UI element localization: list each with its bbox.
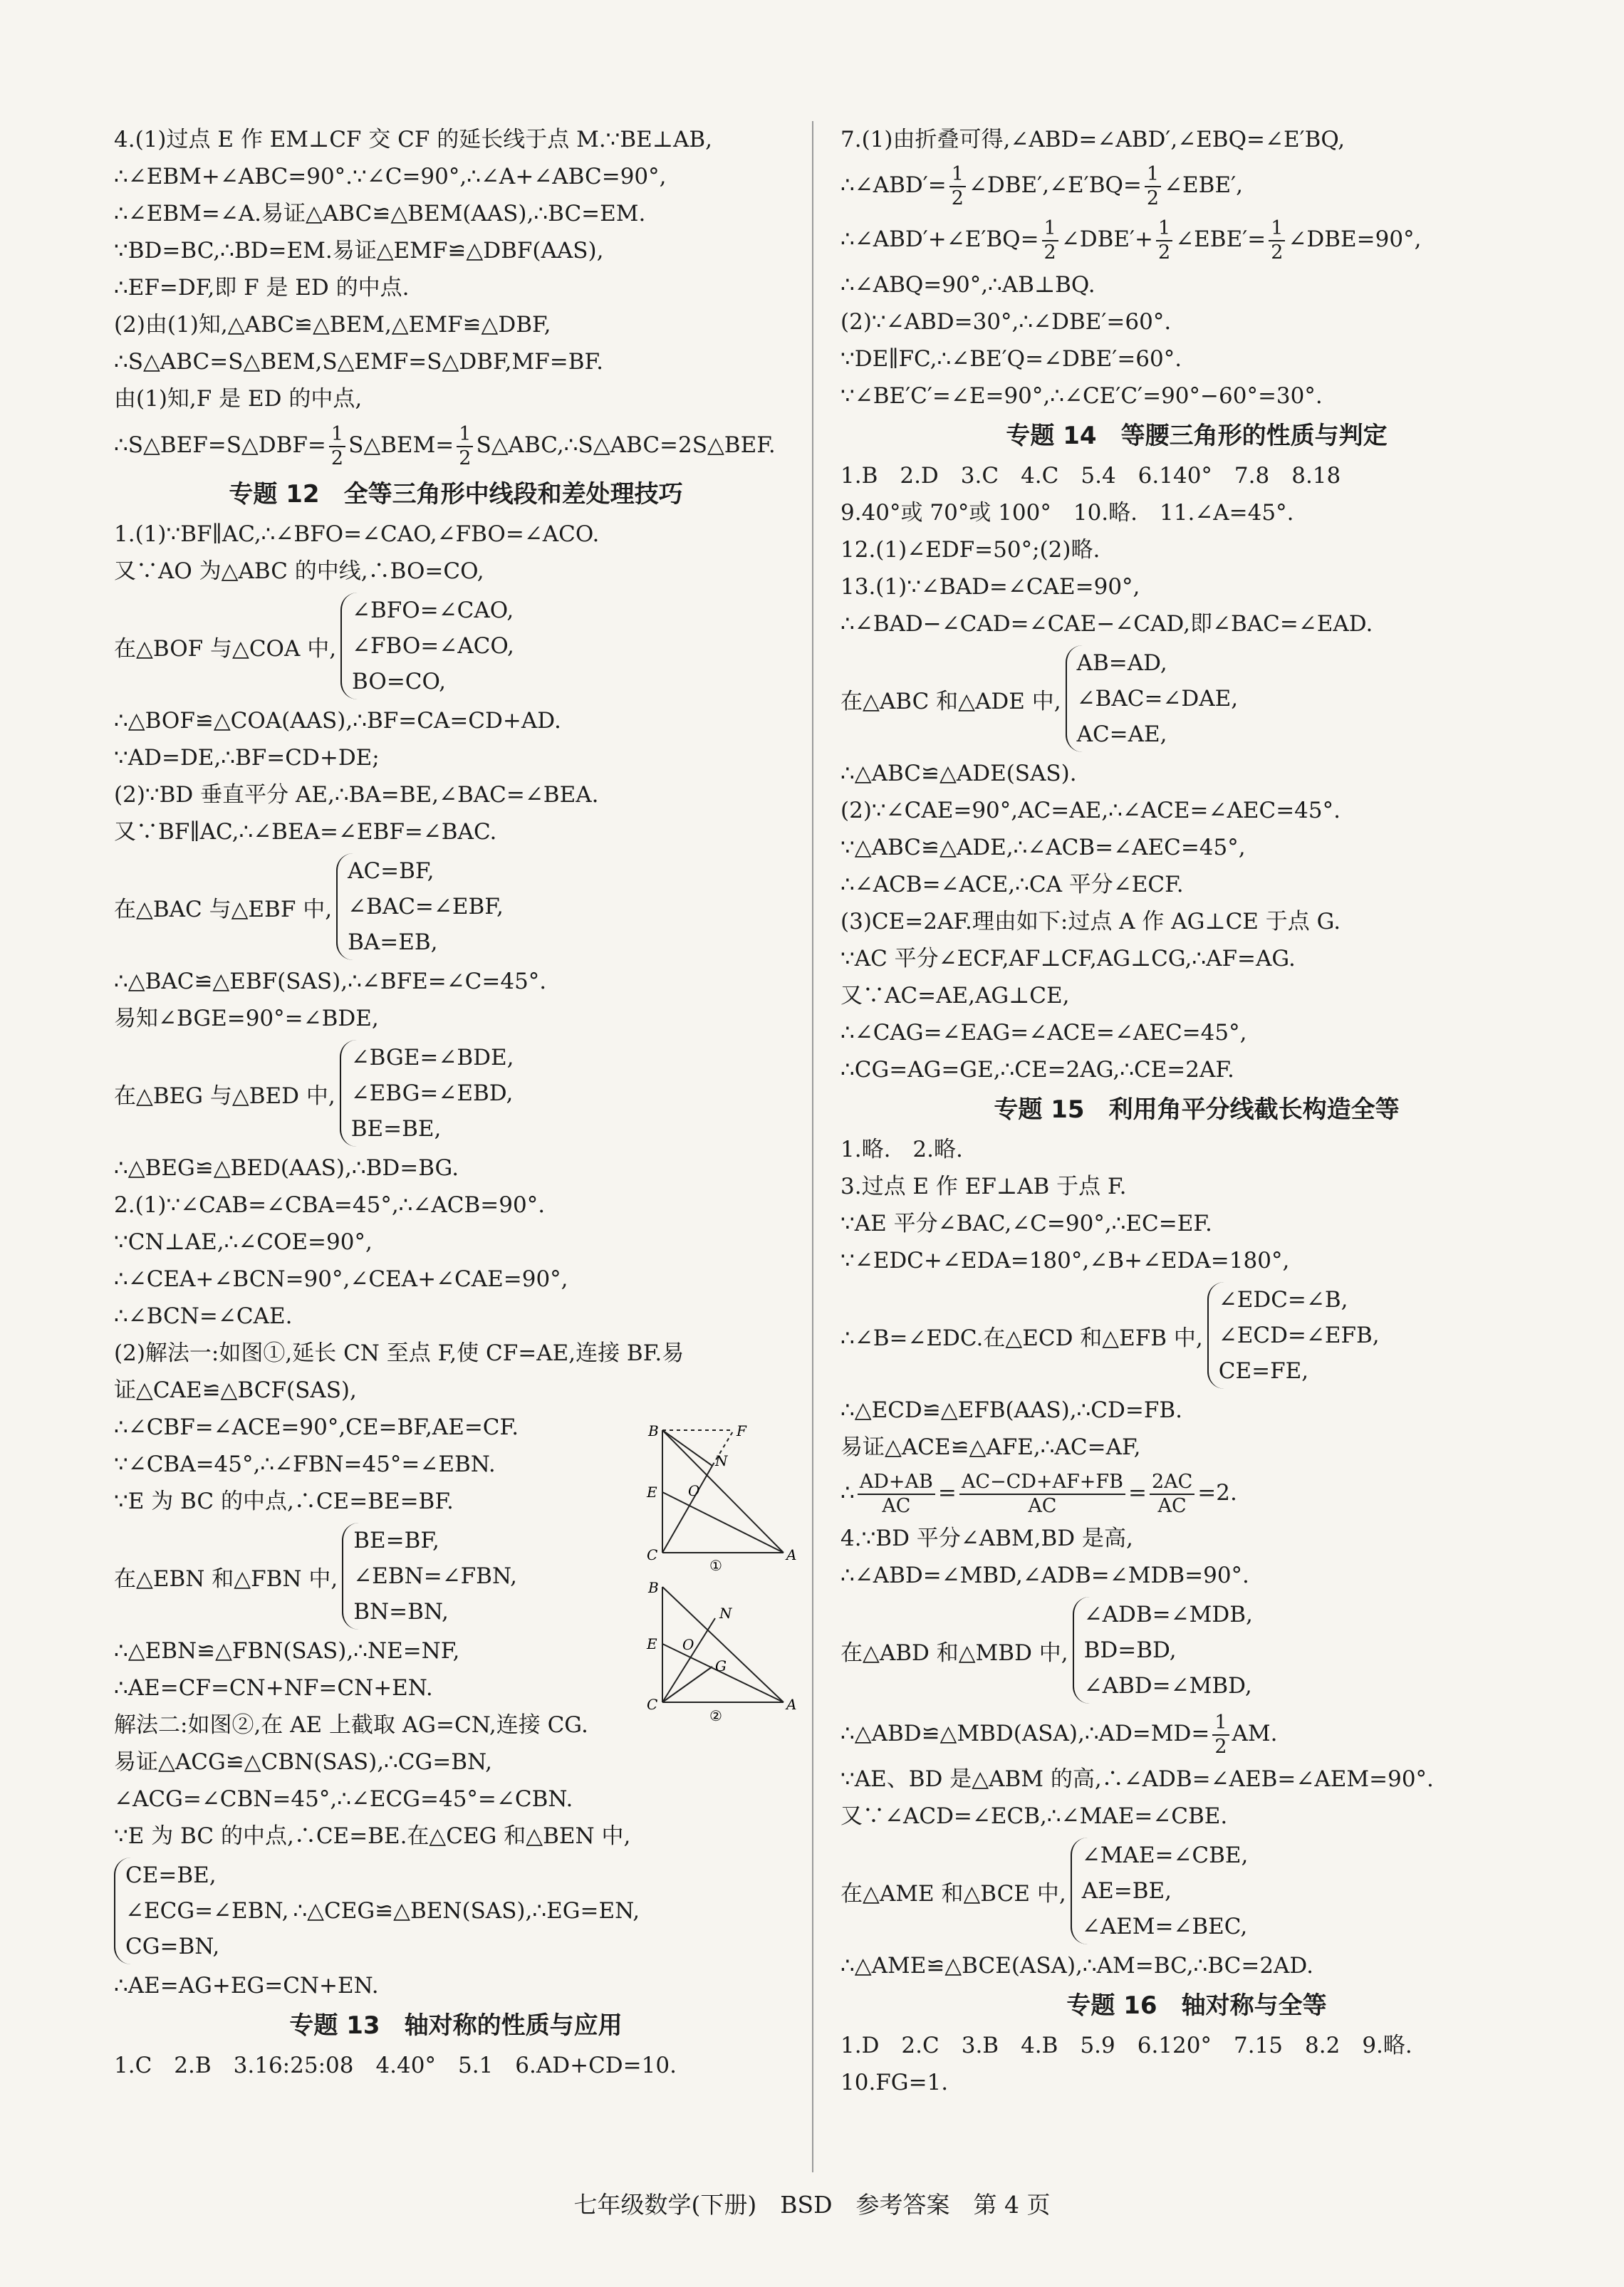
numerator: 1 [457,423,473,447]
system-line: AB=AD, [1076,650,1167,676]
answer-line: ∴∠BCN=∠CAE. [114,1303,293,1329]
section-heading: 专题 16 轴对称与全等 [1066,1991,1327,2020]
denominator: 2 [951,187,964,209]
text-part: AM. [1232,1721,1278,1746]
answer-line: 又∵∠ACD=∠ECB,∴∠MAE=∠CBE. [840,1803,1228,1829]
system-line: ∠EDC=∠B, [1218,1287,1348,1313]
answer-line: 13.(1)∵∠BAD=∠CAE=90°, [840,574,1140,600]
right-column [840,121,1553,2101]
equation-system [840,1282,1553,1389]
system-line: ∠ABD=∠MBD, [1083,1673,1252,1699]
section-heading: 专题 14 等腰三角形的性质与判定 [1006,422,1388,450]
system-brace [1066,645,1239,752]
answer-line: ∵CN⊥AE,∴∠COE=90°, [114,1229,373,1255]
text-part: ∠DBE′+ [1061,226,1153,252]
system-line: ∠BAC=∠DAE, [1076,686,1239,712]
system-line: ∠AEM=∠BEC, [1081,1914,1248,1939]
system-line: ∠BGE=∠BDE, [350,1045,514,1070]
answer-line: 解法二:如图②,在 AE 上截取 AG=CN,连接 CG. [114,1712,588,1738]
equation-system [114,853,798,960]
system-line: BE=BE, [350,1116,442,1142]
answer-line [840,212,1553,266]
system-conclusion: ∴△CEG≌△BEN(SAS),∴EG=EN, [293,1898,640,1924]
system-label: 在△BAC 与△EBF 中, [114,896,333,922]
denominator: AC [882,1494,911,1517]
geometry-figure-1 [641,1424,798,1574]
answer-line: ∵∠CBA=45°,∴∠FBN=45°=∠EBN. [114,1452,496,1477]
text-part: ∠EBE′, [1164,172,1243,198]
system-brace [340,593,514,699]
numerator: 1 [329,423,345,447]
answer-line: ∴∠CEA+∠BCN=90°,∠CEA+∠CAE=90°, [114,1266,568,1292]
system-line: ∠BAC=∠EBF, [348,894,504,920]
text-part: ∴∠ABD′= [840,172,947,198]
fraction [1269,217,1285,264]
section-heading: 专题 13 轴对称的性质与应用 [289,2011,623,2040]
fraction [457,423,473,470]
system-brace [1207,1282,1380,1389]
numerator: AD+AB [858,1471,935,1495]
fraction [1150,1471,1194,1518]
text-part: ∠DBE′,∠E′BQ= [968,172,1142,198]
answer-line: ∴△BEG≌△BED(AAS),∴BD=BG. [114,1155,459,1181]
system-line: ∠ADB=∠MDB, [1083,1602,1253,1627]
answer-line: 易证△ACG≌△CBN(SAS),∴CG=BN, [114,1749,493,1775]
answer-line: ∵△ABC≌△ADE,∴∠ACB=∠AEC=45°, [840,835,1246,860]
answer-line: ∵AC 平分∠ECF,AF⊥CF,AG⊥CG,∴AF=AG. [840,946,1296,971]
system-brace [340,1040,514,1147]
answer-line: 10.FG=1. [840,2070,949,2095]
numerator: 1 [1145,163,1161,187]
answer-line: ∠ACG=∠CBN=45°,∴∠ECG=45°=∠CBN. [114,1786,573,1812]
point-label: N [715,1452,728,1469]
denominator: AC [1157,1494,1187,1517]
numerator: 1 [1212,1712,1229,1736]
system-line: ∠ECG=∠EBN, [125,1898,289,1924]
answer-line: (3)CE=2AF.理由如下:过点 A 作 AG⊥CE 于点 G. [840,909,1341,934]
text-part: 2. [1216,1480,1237,1506]
system-line: BN=BN, [353,1599,449,1625]
equation-system [114,1858,798,1964]
system-brace [342,1523,517,1630]
numerator: 2AC [1150,1471,1194,1495]
system-line: CE=FE, [1218,1358,1309,1384]
answer-line: (2)∵BD 垂直平分 AE,∴BA=BE,∠BAC=∠BEA. [114,782,599,808]
denominator: 2 [330,447,344,469]
fraction [959,1471,1125,1518]
answer-line: 4.∵BD 平分∠ABM,BD 是高, [840,1526,1133,1551]
answer-line: 1.D 2.C 3.B 4.B 5.9 6.120° 7.15 8.2 9.略. [840,2033,1412,2058]
answer-line [114,417,798,473]
equals: = [937,1480,957,1506]
answer-line: 易知∠BGE=90°=∠BDE, [114,1006,379,1031]
denominator: 2 [1043,241,1056,264]
figure-number: ① [709,1557,722,1574]
answer-line: 2.(1)∵∠CAB=∠CBA=45°,∴∠ACB=90°. [114,1192,546,1218]
system-brace [114,1858,288,1964]
answer-line: (2)∵∠CAE=90°,AC=AE,∴∠ACE=∠AEC=45°. [840,798,1341,823]
fraction [329,423,345,470]
point-label: A [786,1696,797,1713]
equation-system [114,1040,798,1147]
answer-line: 7.(1)由折叠可得,∠ABD=∠ABD′,∠EBQ=∠E′BQ, [840,127,1345,152]
left-column [114,121,798,2084]
section-heading: 专题 12 全等三角形中线段和差处理技巧 [229,480,683,509]
fraction [1212,1712,1229,1759]
answer-line: ∴∠ACB=∠ACE,∴CA 平分∠ECF. [840,872,1184,897]
point-label: G [715,1657,727,1674]
answer-line: 9.40°或 70°或 100° 10.略. 11.∠A=45°. [840,500,1294,526]
answer-line: ∴∠EBM+∠ABC=90°.∵∠C=90°,∴∠A+∠ABC=90°, [114,164,667,189]
answer-line: 1.B 2.D 3.C 4.C 5.4 6.140° 7.8 8.18 [840,463,1341,489]
answer-line: ∴EF=DF,即 F 是 ED 的中点. [114,275,410,301]
numerator: 1 [1269,217,1285,241]
text-part: ∴△ABD≌△MBD(ASA),∴AD=MD= [840,1721,1210,1746]
answer-line: ∴S△ABC=S△BEM,S△EMF=S△DBF,MF=BF. [114,349,604,375]
system-line: AE=BE, [1081,1878,1172,1904]
answer-line: 12.(1)∠EDF=50°;(2)略. [840,537,1100,563]
figure-number: ② [709,1707,722,1724]
answer-line: 1.C 2.B 3.16:25:08 4.40° 5.1 6.AD+CD=10. [114,2053,677,2078]
point-label: F [736,1424,746,1439]
denominator: 2 [1271,241,1284,264]
equation-system [840,1838,1553,1944]
fraction [858,1471,935,1518]
answer-line: ∵AE 平分∠BAC,∠C=90°,∴EC=EF. [840,1211,1212,1236]
system-line: BA=EB, [348,929,438,955]
point-label: O [682,1636,694,1653]
numerator: 1 [949,163,966,187]
point-label: N [719,1605,732,1622]
answer-line [840,158,1553,212]
system-brace [1073,1597,1253,1704]
system-label: 在△ABC 和△ADE 中, [840,688,1061,714]
system-line: ∠BFO=∠CAO, [352,598,514,623]
answer-line: ∴AE=AG+EG=CN+EN. [114,1973,379,1999]
answer-line: 又∵BF∥AC,∴∠BEA=∠EBF=∠BAC. [114,819,497,845]
answer-line: 易证△ACE≌△AFE,∴AC=AF, [840,1434,1141,1460]
answer-line: ∵E 为 BC 的中点,∴CE=BE=BF. [114,1489,454,1514]
fraction [1145,163,1161,210]
answer-line: 3.过点 E 作 EF⊥AB 于点 F. [840,1174,1127,1199]
text-part: S△ABC,∴S△ABC=2S△BEF. [476,432,776,458]
denominator: 2 [1158,241,1171,264]
system-brace [336,853,504,960]
denominator: 2 [1214,1735,1227,1758]
answer-line: 证△CAE≌△BCF(SAS), [114,1377,357,1403]
equals: = [1197,1480,1217,1506]
denominator: 2 [1146,187,1160,209]
numerator: 1 [1042,217,1058,241]
answer-line: ∴△ABC≌△ADE(SAS). [840,761,1077,786]
answer-line: ∵∠BE′C′=∠E=90°,∴∠CE′C′=90°−60°=30°. [840,383,1323,409]
text-part: ∴∠ABD′+∠E′BQ= [840,226,1039,252]
text-part: S△BEM= [348,432,454,458]
system-line: ∠EBN=∠FBN, [353,1563,517,1589]
denominator: AC [1028,1494,1057,1517]
system-line: AC=AE, [1076,721,1167,747]
system-label: 在△ABD 和△MBD 中, [840,1640,1068,1666]
system-line: ∠EBG=∠EBD, [350,1080,514,1106]
answer-line: ∴△AME≌△BCE(ASA),∴AM=BC,∴BC=2AD. [840,1953,1314,1979]
system-line: CG=BN, [125,1934,220,1959]
answer-line: ∵AD=DE,∴BF=CD+DE; [114,745,380,771]
answer-line: ∴∠CAG=∠EAG=∠ACE=∠AEC=45°, [840,1020,1247,1046]
system-label: ∴∠B=∠EDC.在△ECD 和△EFB 中, [840,1325,1203,1351]
answer-line [840,1707,1553,1761]
text-part: ∴ [840,1480,855,1506]
point-label: E [647,1484,657,1501]
system-label: 在△BOF 与△COA 中, [114,635,337,662]
text-part: ∠EBE′= [1175,226,1266,252]
answer-line: 1.(1)∵BF∥AC,∴∠BFO=∠CAO,∠FBO=∠ACO. [114,521,600,547]
answer-line: ∵BD=BC,∴BD=EM.易证△EMF≌△DBF(AAS), [114,238,604,264]
system-line: ∠FBO=∠ACO, [352,633,514,659]
system-line: ∠MAE=∠CBE, [1081,1843,1249,1868]
answer-line: ∴△BAC≌△EBF(SAS),∴∠BFE=∠C=45°. [114,969,547,994]
answer-line: 由(1)知,F 是 ED 的中点, [114,386,363,412]
answer-line: ∴△EBN≌△FBN(SAS),∴NE=NF, [114,1638,460,1664]
system-label: 在△BEG 与△BED 中, [114,1083,335,1109]
answer-line: ∵∠EDC+∠EDA=180°,∠B+∠EDA=180°, [840,1248,1290,1273]
answer-line: ∴∠CBF=∠ACE=90°,CE=BF,AE=CF. [114,1415,519,1440]
answer-line: ∴△BOF≌△COA(AAS),∴BF=CA=CD+AD. [114,708,561,734]
answer-line: 4.(1)过点 E 作 EM⊥CF 交 CF 的延长线于点 M.∵BE⊥AB, [114,127,712,152]
geometry-figure-2 [641,1581,798,1724]
fraction [1156,217,1172,264]
fraction [1042,217,1058,264]
answer-line: (2)解法一:如图①,延长 CN 至点 F,使 CF=AE,连接 BF.易 [114,1340,685,1366]
answer-line: (2)∵∠ABD=30°,∴∠DBE′=60°. [840,309,1172,335]
fraction [949,163,966,210]
equation-system [840,645,1553,752]
answer-line: 1.略. 2.略. [840,1137,963,1162]
equals: = [1128,1480,1147,1506]
numerator: 1 [1156,217,1172,241]
page-footer: 七年级数学(下册) BSD 参考答案 第 4 页 [573,2191,1051,2219]
answer-line: ∴∠BAD−∠CAD=∠CAE−∠CAD,即∠BAC=∠EAD. [840,611,1373,637]
system-line: ∠ECD=∠EFB, [1218,1323,1380,1348]
point-label: C [647,1546,658,1563]
point-label: B [648,1581,659,1596]
denominator: 2 [459,447,472,469]
point-label: O [688,1482,700,1499]
system-line: BE=BF, [353,1528,439,1553]
answer-line: ∵AE、BD 是△ABM 的高,∴∠ADB=∠AEB=∠AEM=90°. [840,1766,1434,1792]
section-heading: 专题 15 利用角平分线截长构造全等 [994,1095,1400,1124]
system-line: AC=BF, [348,858,434,884]
answer-line: ∵E 为 BC 的中点,∴CE=BE.在△CEG 和△BEN 中, [114,1823,631,1849]
answer-line: ∵DE∥FC,∴∠BE′Q=∠DBE′=60°. [840,346,1182,372]
equation-system [840,1597,1553,1704]
system-brace [1071,1838,1249,1944]
point-label: C [647,1696,658,1713]
equation-system [114,593,798,699]
answer-line [840,1466,1553,1520]
answer-line: ∴CG=AG=GE,∴CE=2AG,∴CE=2AF. [840,1057,1234,1083]
system-line: BO=CO, [352,669,446,694]
answer-line: 又∵AC=AE,AG⊥CE, [840,983,1070,1009]
answer-line: ∴△ECD≌△EFB(AAS),∴CD=FB. [840,1397,1182,1423]
system-line: BD=BD, [1083,1637,1177,1663]
numerator: AC−CD+AF+FB [959,1471,1125,1495]
point-label: A [786,1546,797,1563]
answer-line: (2)由(1)知,△ABC≌△BEM,△EMF≌△DBF, [114,312,551,338]
system-label: 在△EBN 和△FBN 中, [114,1566,338,1592]
text-part: ∠DBE=90°, [1288,226,1422,252]
column-divider [812,121,813,2172]
system-line: CE=BE, [125,1863,217,1888]
point-label: E [647,1635,657,1652]
answer-line: ∴∠ABD=∠MBD,∠ADB=∠MDB=90°. [840,1563,1249,1588]
system-label: 在△AME 和△BCE 中, [840,1880,1066,1907]
text-part: ∴S△BEF=S△DBF= [114,432,326,458]
answer-line: ∴∠ABQ=90°,∴AB⊥BQ. [840,272,1095,298]
point-label: B [648,1424,659,1439]
answer-line: ∴AE=CF=CN+NF=CN+EN. [114,1675,433,1701]
answer-line: 又∵AO 为△ABC 的中线,∴BO=CO, [114,558,484,584]
answer-line: ∴∠EBM=∠A.易证△ABC≌△BEM(AAS),∴BC=EM. [114,201,646,226]
